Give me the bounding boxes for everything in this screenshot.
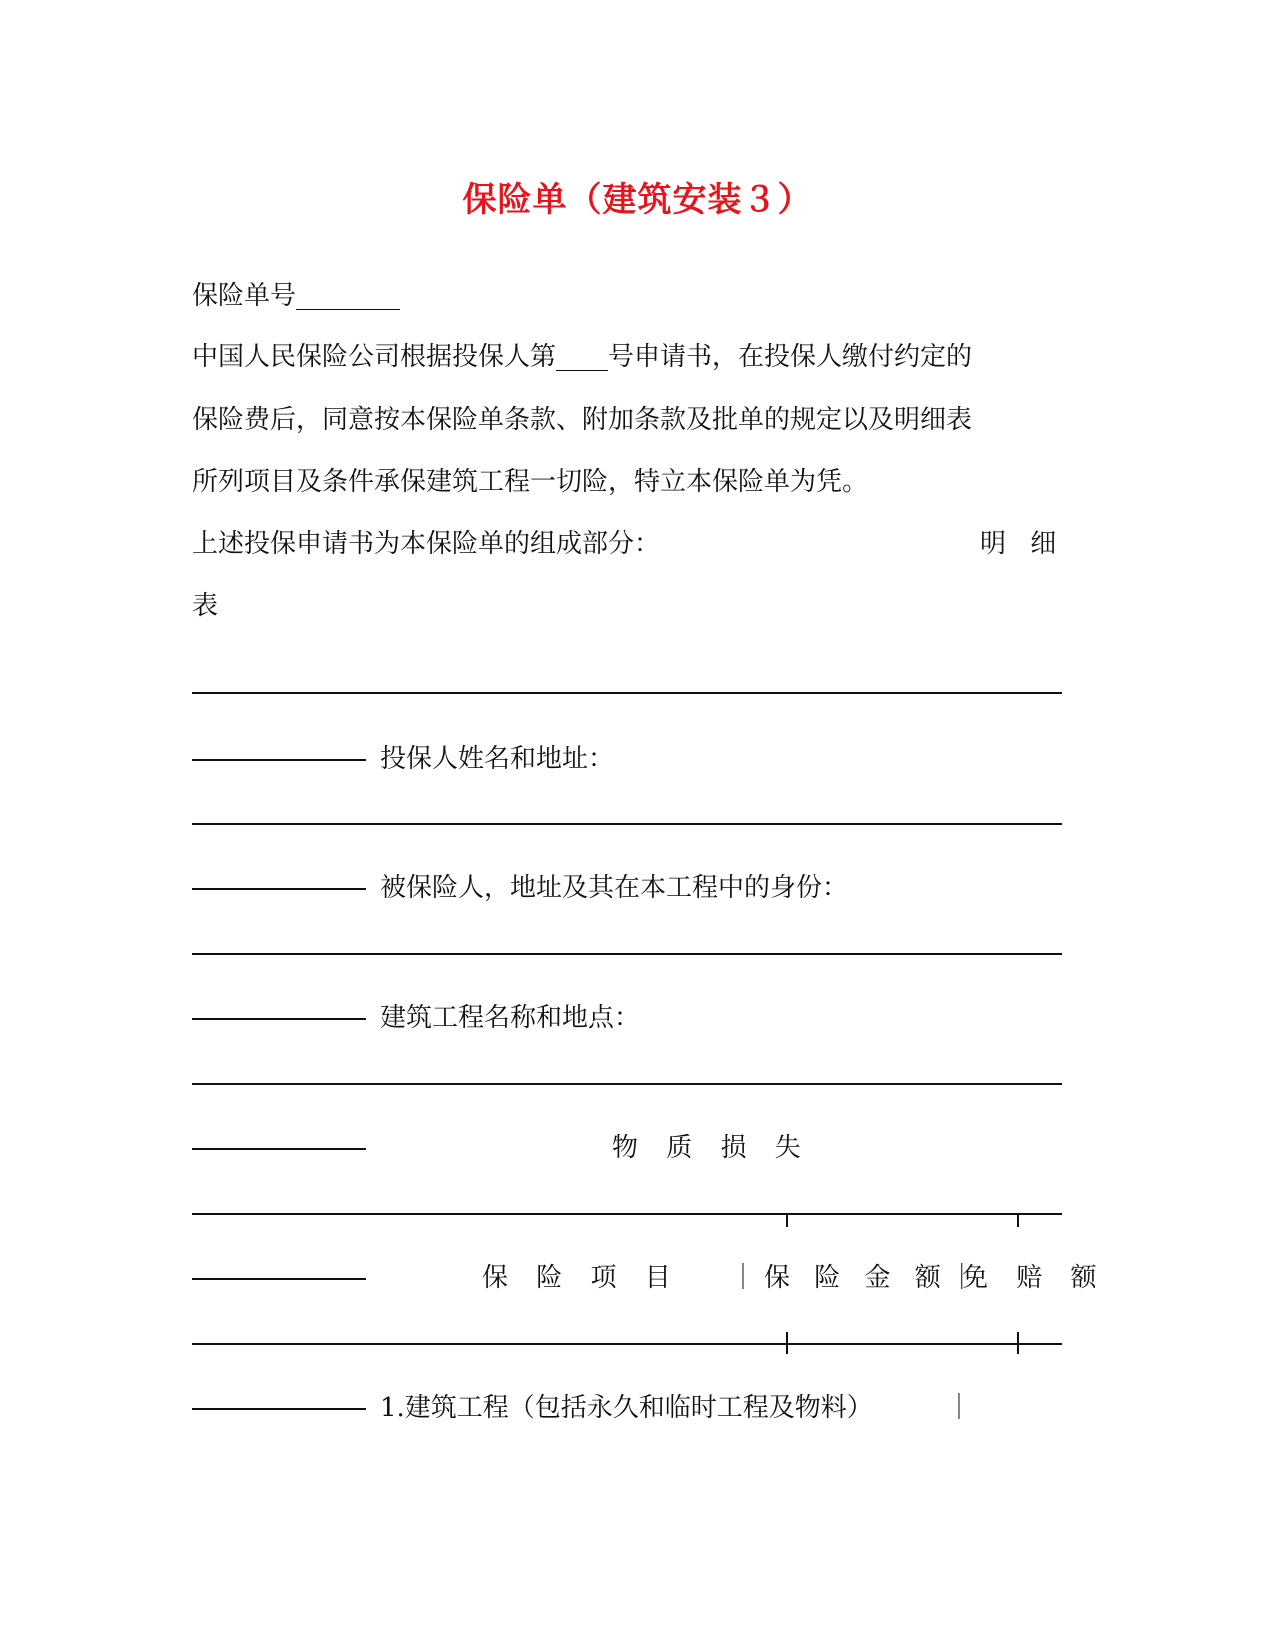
column-header-sum-insured: ｜保 险 金 额｜ [730,1263,983,1293]
divider-line [192,1083,1062,1085]
schedule-label-part1: 明 细 [980,529,1065,559]
column-header-item: 保 险 项 目 [482,1263,681,1293]
material-loss-heading: 物 质 损 失 [612,1133,811,1163]
table-column-tick [786,1213,788,1227]
divider-line [192,692,1062,694]
divider-line-short [192,1148,366,1150]
divider-line-short [192,1408,366,1410]
divider-line-short [192,888,366,890]
column-header-deductible: 免 赔 额 [962,1263,1107,1293]
table-column-tick [1017,1332,1019,1354]
divider-line-short [192,1278,366,1280]
project-name-location-label: 建筑工程名称和地点： [380,1003,641,1033]
divider-line [192,823,1062,825]
insured-party-label: 被保险人，地址及其在本工程中的身份： [380,873,849,903]
intro-paragraph-line-3: 所列项目及条件承保建筑工程一切险，特立本保险单为凭。 [192,467,869,497]
table-top-border [192,1213,1062,1215]
schedule-label-part2: 表 [192,591,219,621]
page-title: 保险单（建筑安装３） [462,180,813,220]
policy-number-field: 保险单号________ [192,281,401,311]
table-row-construction-works: 1.建筑工程（包括永久和临时工程及物料） [380,1393,873,1423]
divider-line [192,953,1062,955]
table-header-bottom-border [192,1343,1062,1345]
intro-paragraph-line-1: 中国人民保险公司根据投保人第____号申请书，在投保人缴付约定的 [192,342,973,372]
applicant-name-address-label: 投保人姓名和地址： [380,744,615,774]
composition-statement: 上述投保申请书为本保险单的组成部分： [192,529,661,559]
divider-line-short [192,1018,366,1020]
divider-line-short [192,759,366,761]
table-column-tick [786,1332,788,1354]
table-row-separator: ｜ [946,1393,973,1423]
table-column-tick [1017,1213,1019,1227]
intro-paragraph-line-2: 保险费后，同意按本保险单条款、附加条款及批单的规定以及明细表 [192,405,973,435]
